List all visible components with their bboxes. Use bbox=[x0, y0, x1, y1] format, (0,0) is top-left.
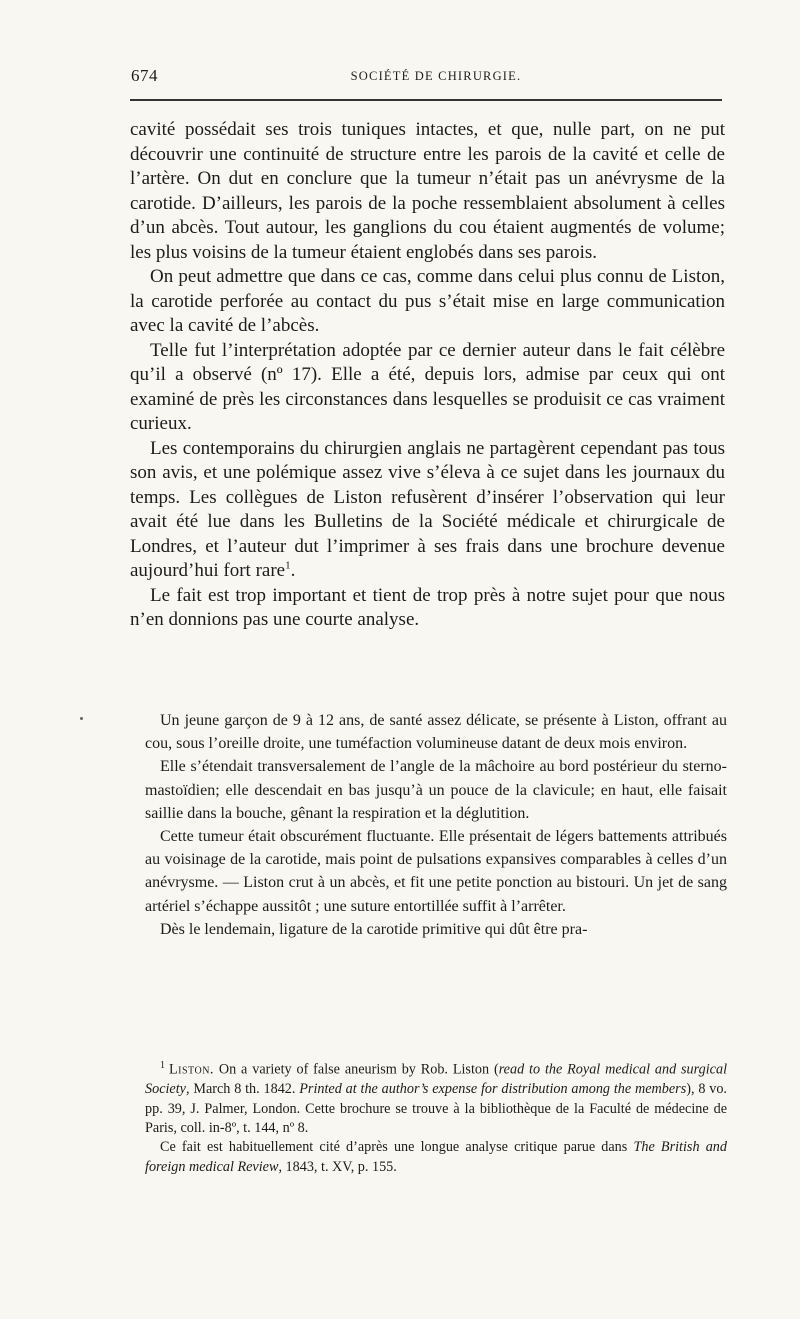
paragraph-4-text: Les contemporains du chirurgien anglais ne partagèrent cependant pas tous son avis, et une polémique assez vive s’éleva à ce sujet dans les journaux du temps. Les collègues de Liston refusèrent d’insérer l’observation qui leur avait été lue dans les Bulletins de la Société médicale et chirurgicale de Londres, et l’auteur dut l’imprimer à ses frais dans une brochure devenue aujourd’hui fort rare bbox=[130, 437, 725, 581]
paragraph-4 bbox=[130, 437, 725, 584]
page-header bbox=[130, 66, 722, 90]
margin-speck bbox=[80, 717, 83, 720]
footnote-1-text-a: On a variety of false aneurism by Rob. Liston ( bbox=[213, 1061, 499, 1078]
paragraph-1: cavité possédait ses trois tuniques intactes, et que, nulle part, on ne put découvrir une continuité de structure entre les parois de la cavité et celle de l’artère. On dut en conclure que la tumeur n’était pas un anévrysme de la carotide. D’ailleurs, les parois de la poche ressemblaient absolument à celles d’un abcès. Tout autour, les ganglions du cou étaient augmentés de volume; les plus voisins de la tumeur étaient englobés dans ses parois. bbox=[130, 119, 725, 263]
footnote-1-text-b: , March 8 th. 1842. bbox=[185, 1081, 300, 1098]
running-title: SOCIÉTÉ DE CHIRURGIE. bbox=[350, 69, 522, 83]
footnote-1-text-c: ), 8 vo. pp. 39, J. Palmer, London. Cette brochure se trouve à la bibliothèque de la Faculté de médecine de Paris, coll. in-8º, t. 144, nº 8. bbox=[145, 1081, 727, 1136]
footnotes bbox=[145, 1056, 727, 1177]
paragraph-5: Le fait est trop important et tient de trop près à notre sujet pour que nous n’en donnions pas une courte analyse. bbox=[130, 584, 725, 630]
extract-paragraph-3: Cette tumeur était obscurément fluctuante. Elle présentait de légers battements attribués au voisinage de la carotide, mais point de pulsations expansives comparables à celles d’un anévrysme. — Liston crut à un abcès, et fit une petite ponction au bistouri. Un jet de sang artériel s’échappe aussitôt ; une suture entortillée suffit à l’arrêter. bbox=[145, 828, 727, 915]
header-rule bbox=[130, 99, 722, 101]
extract-paragraph-1: Un jeune garçon de 9 à 12 ans, de santé assez délicate, se présente à Liston, offrant au cou, sous l’oreille droite, une tuméfaction volumineuse datant de deux mois environ. bbox=[145, 712, 727, 753]
extract-paragraph-2: Elle s’étendait transversalement de l’angle de la mâchoire au bord postérieur du sterno-mastoïdien; elle descendait en bas jusqu’à un pouce de la clavicule; en haut, elle faisait saillie dans la bouche, gênant la respiration et la déglutition. bbox=[145, 758, 727, 822]
footnote-1 bbox=[145, 1056, 727, 1138]
extract-paragraph-4: Dès le lendemain, ligature de la carotide primitive qui dût être pra- bbox=[160, 920, 588, 938]
footnote-2 bbox=[145, 1138, 727, 1177]
footnote-1-italic-b: Printed at the author’s expense for distribution among the members bbox=[299, 1081, 687, 1098]
footnote-1-italic-a: read to the Royal medical and surgical Society bbox=[145, 1061, 728, 1098]
case-extract bbox=[145, 709, 727, 941]
paragraph-4-end: . bbox=[290, 560, 296, 581]
footnote-author: Liston. bbox=[169, 1061, 214, 1078]
paragraph-3: Telle fut l’interprétation adoptée par ce dernier auteur dans le fait célèbre qu’il a observé (nº 17). Elle a été, depuis lors, admise par ceux qui ont examiné de près les circonstances dans lesquelles se produisit ce cas vraiment curieux. bbox=[130, 339, 725, 434]
footnote-marker: 1 bbox=[160, 1060, 165, 1071]
footnote-reference: 1 bbox=[285, 559, 291, 572]
footnote-2-text-a: Ce fait est habituellement cité d’après une longue analyse critique parue dans bbox=[160, 1139, 634, 1156]
footnote-2-text-b: , 1843, t. XV, p. 155. bbox=[278, 1158, 397, 1175]
paragraph-2: On peut admettre que dans ce cas, comme dans celui plus connu de Liston, la carotide perforée au contact du pus s’était mise en large communication avec la cavité de l’abcès. bbox=[130, 266, 725, 336]
footnote-2-journal: The British and foreign medical Review bbox=[145, 1139, 727, 1175]
page-number: 674 bbox=[131, 66, 158, 85]
main-text bbox=[130, 118, 725, 633]
